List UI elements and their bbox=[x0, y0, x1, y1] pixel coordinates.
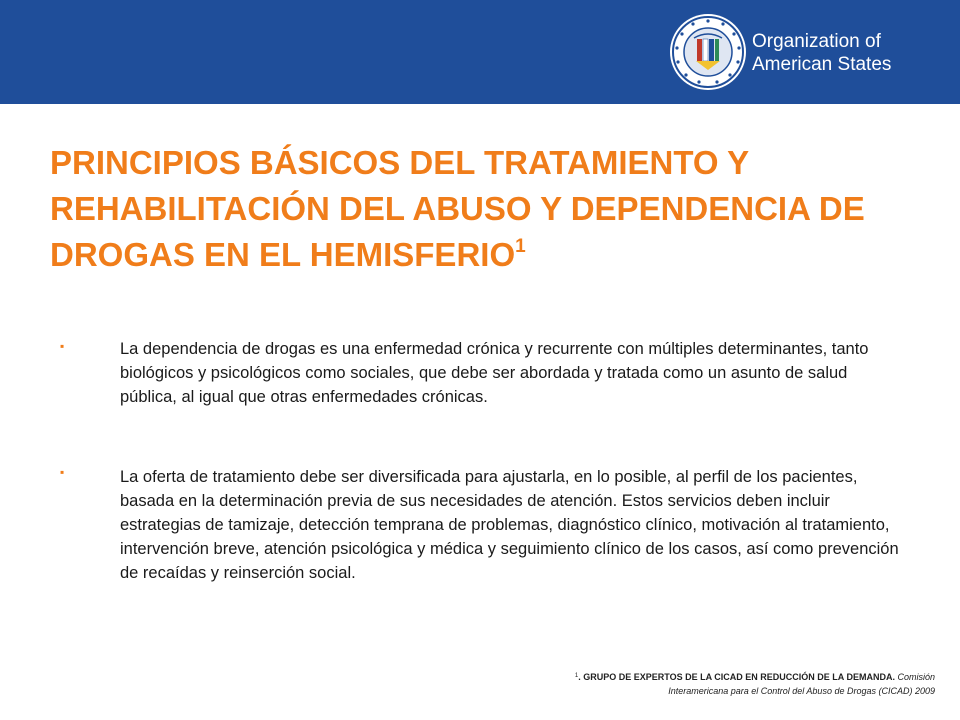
org-name-line1: Organization of bbox=[752, 31, 881, 52]
slide-title bbox=[50, 140, 940, 278]
footnote-ref-number: 1 bbox=[574, 673, 579, 679]
square-bullet-icon: ▪ bbox=[60, 339, 65, 353]
bullet-paragraph-2: La oferta de tratamiento debe ser diversificada para ajustarla, en lo posible, al perfil de los pacientes, basada en la determinación previa de sus necesidades de atención. Estos servicios deben incluir estrategias de tamizaje, detección temprana de problemas, diagnóstico clínico, motivación al tratamiento, intervención breve, atención psicológica y médica y seguimiento clínico de los casos, así como prevención de recaídas y reinserción social. bbox=[120, 468, 899, 582]
square-bullet-icon: ▪ bbox=[60, 465, 65, 479]
footnote bbox=[515, 669, 935, 698]
title-line3: DROGAS EN EL HEMISFERIO bbox=[50, 236, 516, 273]
footnote-source: . GRUPO DE EXPERTOS DE LA CICAD EN REDUCCIÓN DE LA DEMANDA. bbox=[578, 672, 895, 682]
footnote-publisher: Comisión Interamericana para el Control del Abuso de Drogas (CICAD) 2009 bbox=[668, 672, 935, 696]
oas-seal-icon bbox=[668, 12, 748, 92]
organization-name bbox=[752, 30, 891, 76]
header-bar bbox=[0, 0, 960, 104]
org-name-line2: American States bbox=[752, 54, 892, 75]
bullet-paragraph-1: La dependencia de drogas es una enfermedad crónica y recurrente con múltiples determinantes, tanto biológicos y psicológicos como sociales, que debe ser abordada y tratada como un asunto de salud pública, al igual que otras enfermedades crónicas. bbox=[120, 340, 869, 406]
title-line2: REHABILITACIÓN DEL ABUSO Y DEPENDENCIA DE bbox=[50, 190, 865, 227]
title-footnote-ref: 1 bbox=[515, 236, 526, 257]
title-line1: PRINCIPIOS BÁSICOS DEL TRATAMIENTO Y bbox=[50, 144, 750, 181]
